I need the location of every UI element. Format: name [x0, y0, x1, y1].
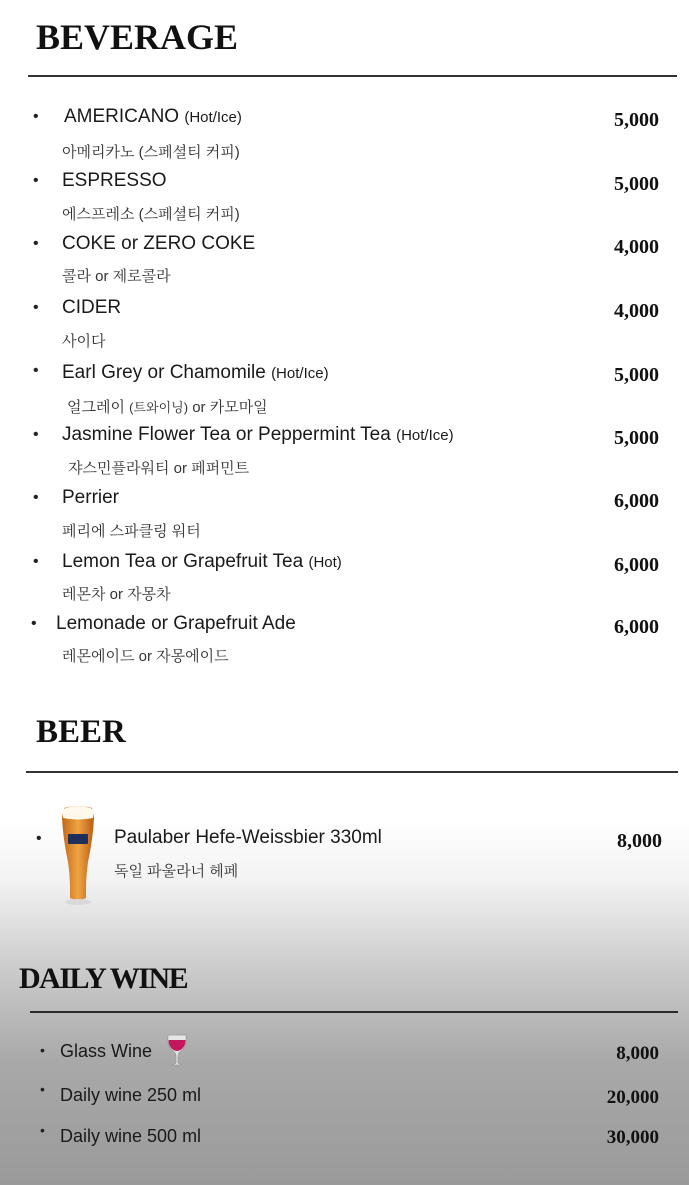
item-price: 6,000 [614, 490, 659, 512]
item-korean-name: 레몬차 or 자몽차 [62, 586, 171, 603]
menu-item-jasmine-tea [0, 424, 689, 484]
menu-item-lemonade [0, 613, 689, 673]
beverage-divider [28, 75, 677, 77]
item-price: 4,000 [614, 300, 659, 322]
item-tag: (Hot/Ice) [184, 109, 242, 126]
bullet: • [31, 615, 37, 632]
menu-item-cider [0, 297, 689, 357]
menu-item-earl-grey [0, 362, 689, 422]
item-name: Jasmine Flower Tea or Peppermint Tea (Hot/Ice) [62, 424, 454, 445]
item-name: Lemon Tea or Grapefruit Tea (Hot) [62, 551, 342, 572]
bullet: • [40, 1081, 45, 1097]
bullet: • [33, 553, 39, 570]
item-korean-name: 독일 파울라너 헤페 [114, 863, 239, 880]
item-name: COKE or ZERO COKE [62, 233, 256, 254]
bullet: • [40, 1122, 45, 1138]
item-name: CIDER [62, 297, 122, 318]
wine-item-250ml [0, 1081, 689, 1115]
item-price: 8,000 [616, 1043, 659, 1064]
item-korean-name: 페리에 스파클링 워터 [62, 523, 201, 540]
item-name: ESPRESSO [62, 170, 167, 191]
daily-wine-title: DAILY WINE [19, 962, 188, 995]
item-price: 20,000 [606, 1087, 659, 1108]
beer-glass-icon [58, 806, 98, 906]
item-name: Lemonade or Grapefruit Ade [56, 613, 296, 634]
item-price: 5,000 [614, 173, 659, 195]
bullet: • [33, 172, 39, 189]
daily-wine-divider [30, 1011, 678, 1013]
item-name: AMERICANO (Hot/Ice) [64, 106, 242, 127]
item-korean-name: 콜라 or 제로콜라 [62, 268, 171, 285]
bullet: • [33, 426, 39, 443]
menu-item-paulaner [0, 826, 689, 916]
item-name: Perrier [62, 487, 120, 508]
bullet: • [40, 1042, 45, 1058]
beverage-title: BEVERAGE [36, 17, 239, 57]
bullet: • [33, 489, 39, 506]
item-tag: (Hot/Ice) [271, 365, 329, 382]
item-name: Earl Grey or Chamomile (Hot/Ice) [62, 362, 329, 383]
item-price: 5,000 [614, 109, 659, 131]
item-korean-name: 쟈스민플라워티 or 페퍼민트 [68, 460, 250, 477]
menu-item-perrier [0, 487, 689, 547]
bullet: • [33, 235, 39, 252]
item-price: 6,000 [614, 554, 659, 576]
menu-item-americano [0, 106, 689, 166]
item-price: 5,000 [614, 364, 659, 386]
bullet: • [33, 108, 39, 125]
item-price: 4,000 [614, 236, 659, 258]
item-name: Glass Wine [60, 1041, 153, 1061]
menu-item-espresso [0, 170, 689, 230]
item-name: Daily wine 500 ml [60, 1126, 202, 1146]
item-korean-name: 레몬에이드 or 자몽에이드 [62, 648, 229, 665]
bullet: • [33, 299, 39, 316]
item-price: 5,000 [614, 427, 659, 449]
menu-item-coke [0, 233, 689, 293]
item-name: Paulaber Hefe-Weissbier 330ml [114, 827, 382, 848]
beer-title: BEER [36, 714, 126, 750]
item-name: Daily wine 250 ml [60, 1085, 202, 1105]
beer-divider [26, 771, 678, 773]
wine-item-glass [0, 1041, 689, 1071]
menu-item-lemon-tea [0, 551, 689, 611]
item-price: 6,000 [614, 616, 659, 638]
item-price: 30,000 [606, 1127, 659, 1148]
item-tag: (Hot) [308, 554, 342, 571]
item-tag: (Hot/Ice) [396, 427, 454, 444]
item-korean-name: 아메리카노 (스페셜티 커피) [62, 144, 240, 161]
bullet: • [33, 362, 39, 379]
item-price: 8,000 [617, 830, 662, 852]
bullet: • [36, 830, 42, 847]
item-korean-name: 얼그레이 (트와이닝) or 카모마일 [67, 399, 268, 416]
wine-glass-icon [165, 1033, 189, 1067]
wine-item-500ml [0, 1122, 689, 1156]
item-korean-name: 사이다 [62, 333, 106, 350]
item-korean-name: 에스프레소 (스페셜티 커피) [62, 206, 240, 223]
